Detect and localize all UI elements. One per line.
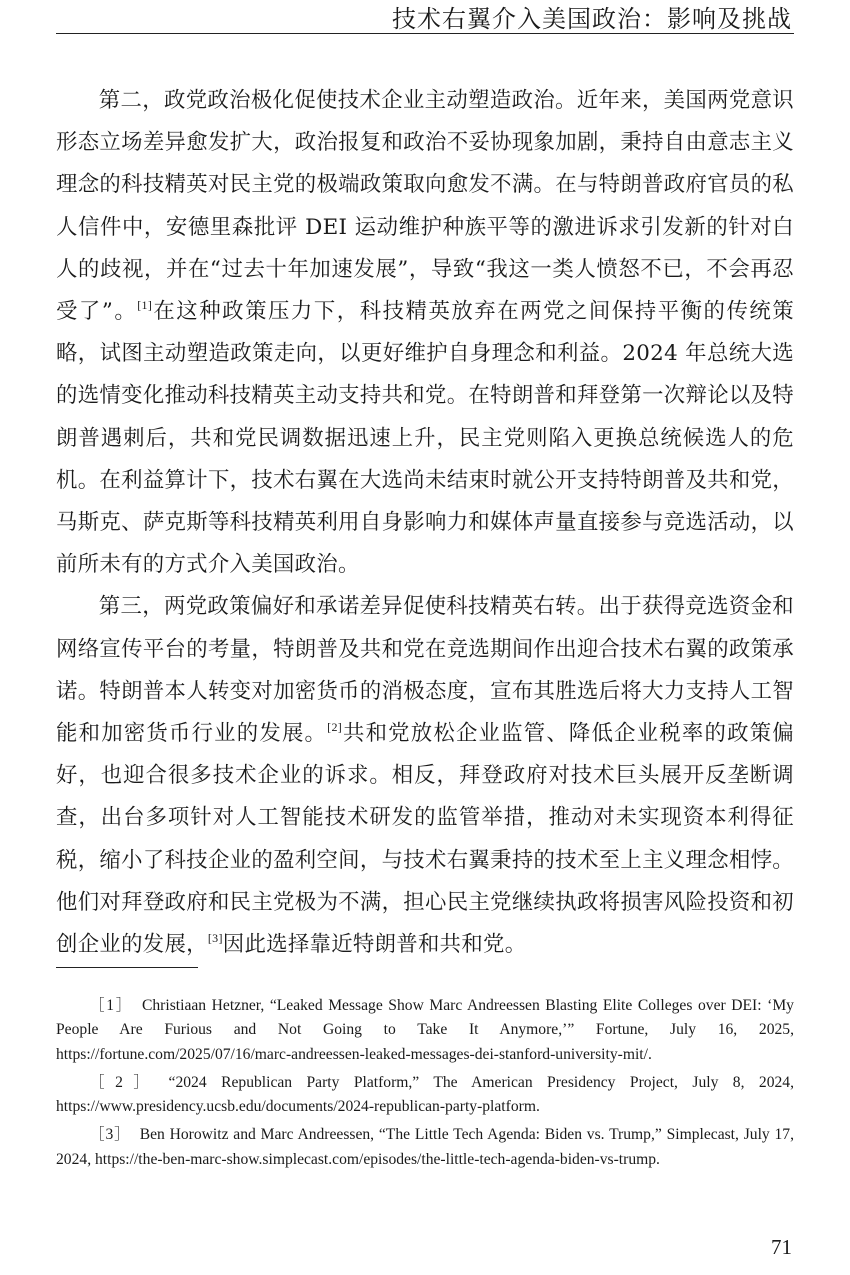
footnote-ref-1[interactable]: [1] [137,298,153,313]
paragraph-second-point [56,80,794,586]
header-rule [56,33,794,34]
running-header-title: 技术右翼介入美国政治：影响及挑战 [392,5,792,33]
body-text [56,80,794,966]
footnote-separator [56,967,198,968]
paragraph-third-point [56,586,794,966]
footnote-ref-3[interactable]: [3] [207,931,223,946]
footnote-number: ［1］ [89,997,133,1014]
footnote-ref-2[interactable]: [2] [327,720,343,735]
footnote-1 [56,994,794,1067]
page-number: 71 [771,1235,792,1259]
paragraph-text: 在这种政策压力下，科技精英放弃在两党之间保持平衡的传统策略，试图主动塑造政策走向，以更好维护自身理念和利益。2024 年总统大选的选情变化推动科技精英主动支持共和党。在特朗普和拜登第一次辩论以及特朗普遇刺后，共和党民调数据迅速上升，民主党则陷入更换总统候选人的危机。在利益算计下，技术右翼在大选尚未结束时就公开支持特朗普及共和党，马斯克、萨克斯等科技精英利用自身影响力和媒体声量直接参与竞选活动，以前所未有的方式介入美国政治。 [56,299,795,578]
footnote-number: ［3］ [89,1126,131,1144]
footnote-text: “2024 Republican Party Platform,” The American Presidency Project, July 8, 2024, https://www.presidency.ucsb.edu/documents/2024-republican-party-platform. [56,1073,794,1116]
paragraph-text: 共和党放松企业监管、降低企业税率的政策偏好，也迎合很多技术企业的诉求。相反，拜登政府对技术巨头展开反垄断调查，出台多项针对人工智能技术研发的监管举措，推动对未实现资本利得征税，缩小了科技企业的盈利空间，与技术右翼秉持的技术至上主义理念相悖。他们对拜登政府和民主党极为不满，担心民主党继续执政将损害风险投资和初创企业的发展， [56,721,794,958]
paragraph-text: 第三，两党政策偏好和承诺差异促使科技精英右转。出于获得竞选资金和网络宣传平台的考量，特朗普及共和党在竞选期间作出迎合技术右翼的政策承诺。特朗普本人转变对加密货币的消极态度，宣布其胜选后将大力支持人工智能和加密货币行业的发展。 [56,594,794,747]
footnotes [56,994,794,1176]
footnote-text: Ben Horowitz and Marc Andreessen, “The Little Tech Agenda: Biden vs. Trump,” Simplecast, July 17, 2024, https://the-ben-marc-show.simplecast.com/episodes/the-little-tech-agenda-biden-vs-trump. [56,1126,794,1168]
footnote-text: Christiaan Hetzner, “Leaked Message Show Marc Andreessen Blasting Elite Colleges over DEI: ‘My People Are Furious and Not Going to Take It Anymore,’” Fortune, July 16, 2025, https://fortune.com/2025/07/16/marc-andreessen-leaked-messages-dei-stanford-university-mit/. [56,997,794,1063]
footnote-2 [56,1071,794,1120]
footnote-number: ［2］ [89,1073,160,1091]
paragraph-text: 第二，政党政治极化促使技术企业主动塑造政治。近年来，美国两党意识形态立场差异愈发扩大，政治报复和政治不妥协现象加剧，秉持自由意志主义理念的科技精英对民主党的极端政策取向愈发不满。在与特朗普政府官员的私人信件中，安德里森批评 DEI 运动维护种族平等的激进诉求引发新的针对白人的歧视，并在“过去十年加速发展”，导致“我这一类人愤怒不已，不会再忍受了”。 [56,88,794,325]
footnote-3 [56,1123,794,1172]
paragraph-text: 因此选择靠近特朗普和共和党。 [222,932,527,958]
